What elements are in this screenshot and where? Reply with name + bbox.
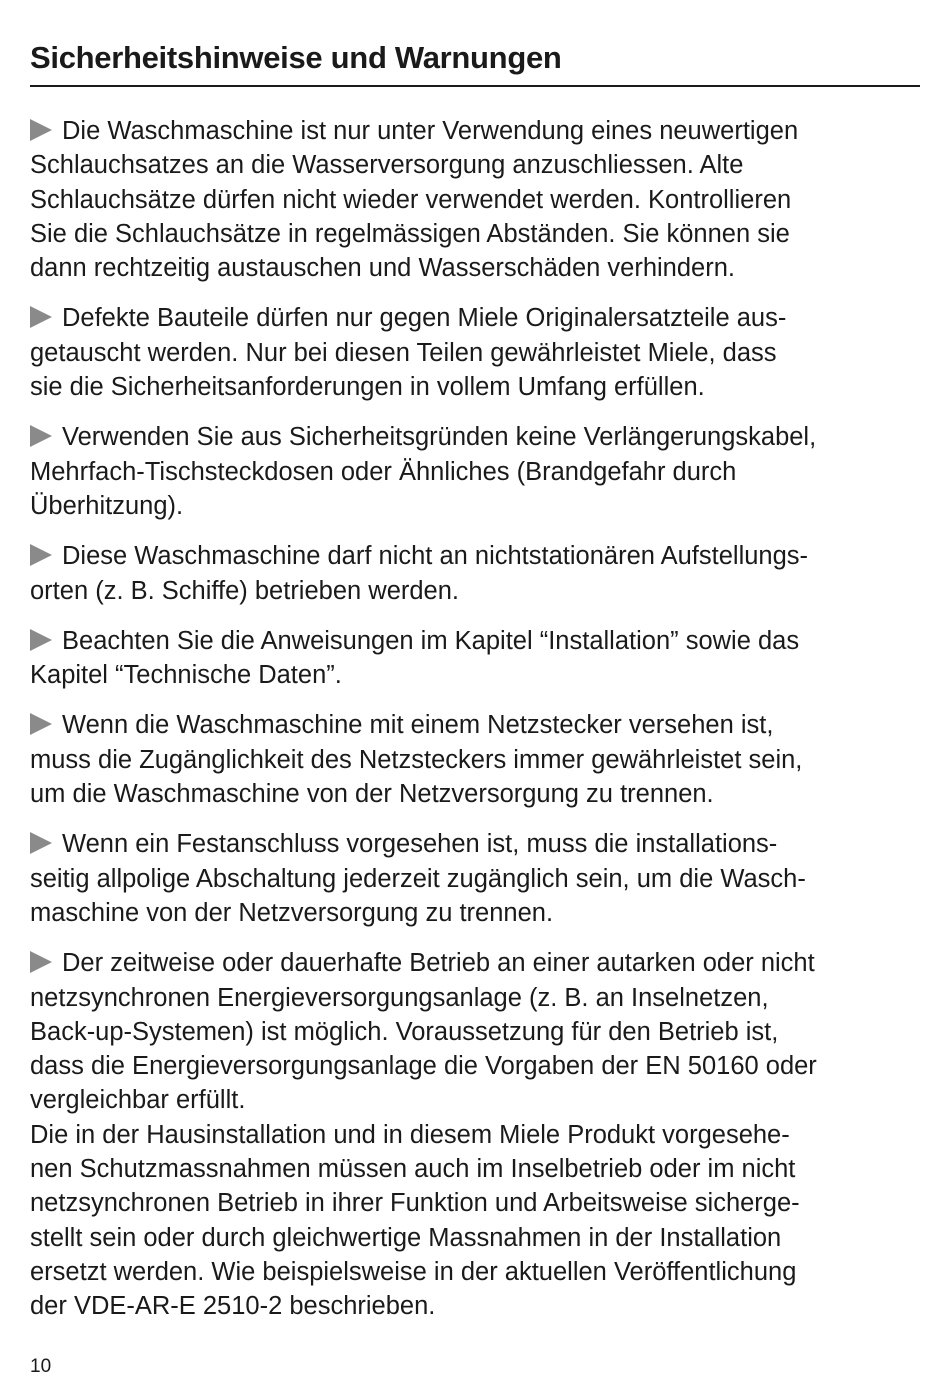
note-line: dann rechtzeitig austauschen und Wasserschäden verhindern.	[30, 254, 735, 283]
note-line: getauscht werden. Nur bei diesen Teilen gewährleistet Miele, dass	[30, 338, 777, 367]
note-text: Diese Waschmaschine darf nicht an nichtstationären Aufstellungs-	[62, 542, 809, 571]
note-line: vergleichbar erfüllt.	[30, 1086, 246, 1115]
safety-notes	[30, 114, 920, 1340]
note-line: Sie die Schlauchsätze in regelmässigen Abständen. Sie können sie	[30, 219, 790, 248]
page-number: 10	[30, 1356, 52, 1377]
triangle-right-icon	[30, 119, 52, 141]
safety-note	[30, 539, 920, 608]
note-line	[30, 708, 920, 742]
note-text: Beachten Sie die Anweisungen im Kapitel “Installation” sowie das	[62, 626, 800, 655]
note-line	[30, 946, 920, 980]
safety-note	[30, 708, 920, 811]
note-line: Überhitzung).	[30, 491, 184, 520]
note-line: Back-up-Systemen) ist möglich. Voraussetzung für den Betrieb ist,	[30, 1017, 779, 1046]
triangle-right-icon	[30, 544, 52, 566]
note-line: Die in der Hausinstallation und in diesem Miele Produkt vorgesehe-	[30, 1120, 790, 1149]
triangle-right-icon	[30, 832, 52, 854]
note-line: muss die Zugänglichkeit des Netzsteckers immer gewährleistet sein,	[30, 745, 803, 774]
note-line	[30, 114, 920, 148]
note-line: netzsynchronen Energieversorgungsanlage (z. B. an Inselnetzen,	[30, 983, 769, 1012]
note-text: Die Waschmaschine ist nur unter Verwendung eines neuwertigen	[62, 117, 799, 145]
note-line: maschine von der Netzversorgung zu trennen.	[30, 898, 554, 927]
safety-note	[30, 420, 920, 523]
safety-note	[30, 624, 920, 693]
note-line: um die Waschmaschine von der Netzversorgung zu trennen.	[30, 780, 714, 809]
page-title: Sicherheitshinweise und Warnungen	[30, 40, 562, 75]
note-line: netzsynchronen Betrieb in ihrer Funktion und Arbeitsweise sicherge-	[30, 1189, 800, 1218]
note-line: sie die Sicherheitsanforderungen in vollem Umfang erfüllen.	[30, 373, 705, 402]
note-line: Kapitel “Technische Daten”.	[30, 661, 342, 690]
triangle-right-icon	[30, 629, 52, 651]
safety-note	[30, 114, 920, 285]
note-line: Mehrfach-Tischsteckdosen oder Ähnliches (Brandgefahr durch	[30, 457, 737, 486]
note-line: Schlauchsatzes an die Wasserversorgung anzuschliessen. Alte	[30, 151, 744, 180]
note-text: Wenn die Waschmaschine mit einem Netzstecker versehen ist,	[62, 711, 774, 740]
note-text: Wenn ein Festanschluss vorgesehen ist, muss die installations-	[62, 830, 778, 859]
note-line: seitig allpolige Abschaltung jederzeit zugänglich sein, um die Wasch-	[30, 864, 806, 893]
note-line: nen Schutzmassnahmen müssen auch im Inselbetrieb oder im nicht	[30, 1155, 796, 1184]
note-text: Der zeitweise oder dauerhafte Betrieb an einer autarken oder nicht	[62, 949, 815, 978]
note-line	[30, 539, 920, 573]
note-line: ersetzt werden. Wie beispielsweise in der aktuellen Veröffentlichung	[30, 1257, 797, 1286]
note-line: dass die Energieversorgungsanlage die Vorgaben der EN 50160 oder	[30, 1052, 817, 1081]
note-line: stellt sein oder durch gleichwertige Massnahmen in der Installation	[30, 1223, 782, 1252]
triangle-right-icon	[30, 425, 52, 447]
triangle-right-icon	[30, 306, 52, 328]
safety-note	[30, 827, 920, 930]
title-divider	[30, 85, 920, 87]
safety-note	[30, 301, 920, 404]
note-line: der VDE-AR-E 2510-2 beschrieben.	[30, 1292, 436, 1321]
note-line	[30, 301, 920, 335]
safety-note	[30, 946, 920, 1323]
note-line	[30, 624, 920, 658]
note-line	[30, 827, 920, 861]
note-line	[30, 420, 920, 454]
triangle-right-icon	[30, 951, 52, 973]
note-line: Schlauchsätze dürfen nicht wieder verwendet werden. Kontrollieren	[30, 185, 792, 214]
note-line: orten (z. B. Schiffe) betrieben werden.	[30, 576, 460, 605]
triangle-right-icon	[30, 713, 52, 735]
note-text: Verwenden Sie aus Sicherheitsgründen keine Verlängerungskabel,	[62, 423, 817, 452]
note-text: Defekte Bauteile dürfen nur gegen Miele Originalersatzteile aus-	[62, 304, 787, 333]
